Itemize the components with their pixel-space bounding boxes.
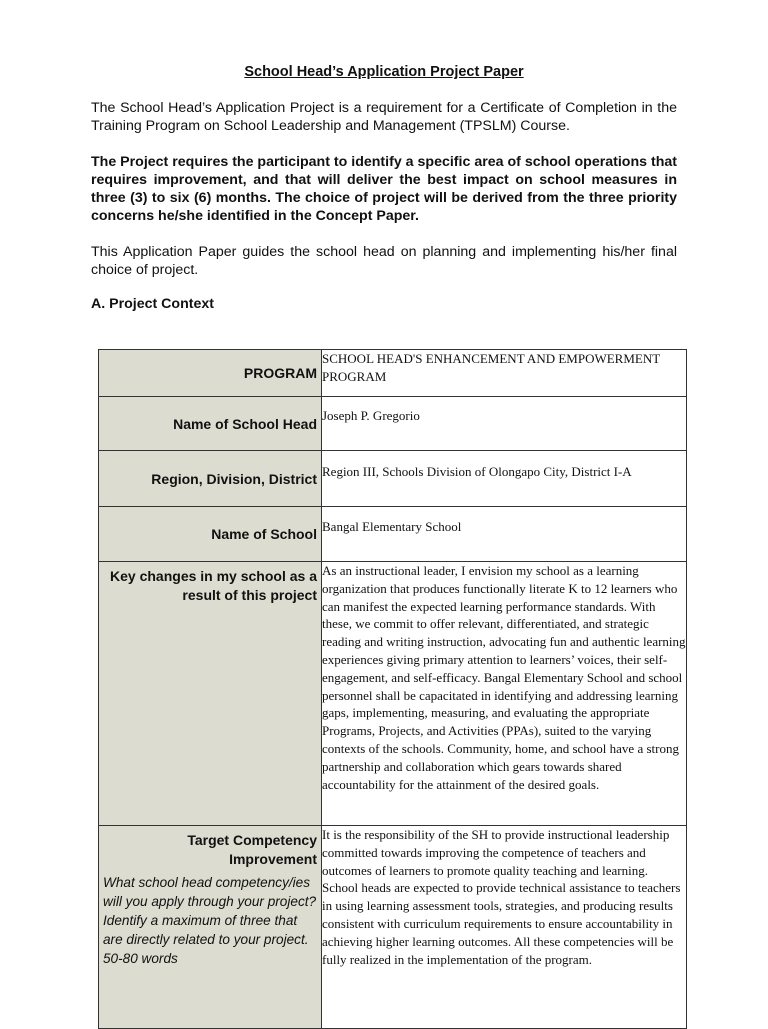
program-label: PROGRAM <box>243 365 317 381</box>
competency-label-cell <box>99 826 322 1029</box>
competency-value: It is the responsibility of the SH to provide instructional leadership committed towards improving the competence of teachers and outcomes of learners to promote quality teaching and learning. School heads are expected to provide technical assistance to teachers in using learning assessment tools, strategies, and producing results consistent with curriculum requirements to ensure accountability in achieving higher learning outcomes. All these competencies will be fully realized in the implementation of the program. <box>322 826 687 1029</box>
guide-paragraph: This Application Paper guides the school head on planning and implementing his/her final choice of project. <box>91 244 677 278</box>
table-row <box>99 350 687 397</box>
table-row <box>99 397 687 451</box>
requirement-paragraph: The Project requires the participant to identify a specific area of school operations that requires improvement, and that will deliver the best impact on school measures in three (3) to six (6) months. The choice of project will be derived from the three priority concerns he/she identified in the Concept Paper. <box>91 154 677 224</box>
region-label: Region, Division, District <box>151 470 317 487</box>
competency-hint: What school head competency/ies will you apply through your project? Identify a maximum of three that are directly related to your project. 50-80 words <box>103 875 317 966</box>
document-title: School Head’s Application Project Paper <box>244 64 524 80</box>
program-label-cell <box>99 350 322 397</box>
changes-label-cell <box>99 562 322 826</box>
school-label: Name of School <box>211 526 317 542</box>
region-value: Region III, Schools Division of Olongapo City, District I-A <box>322 451 687 507</box>
table-row <box>99 507 687 562</box>
region-label-cell <box>99 451 322 507</box>
section-heading: A. Project Context <box>91 296 214 312</box>
head-label: Name of School Head <box>173 415 317 432</box>
competency-label: Target Competency Improvement <box>187 832 317 867</box>
table-row <box>99 826 687 1029</box>
school-value: Bangal Elementary School <box>322 507 687 562</box>
head-value: Joseph P. Gregorio <box>322 397 687 451</box>
head-label-cell <box>99 397 322 451</box>
intro-paragraph: The School Head’s Application Project is a requirement for a Certificate of Completion in the Training Program on School Leadership and Management (TPSLM) Course. <box>91 100 677 134</box>
school-label-cell <box>99 507 322 562</box>
project-context-table <box>98 349 687 1029</box>
program-value: SCHOOL HEAD'S ENHANCEMENT AND EMPOWERMENT PROGRAM <box>322 350 687 397</box>
table-row <box>99 451 687 507</box>
changes-label: Key changes in my school as a result of this project <box>110 568 317 603</box>
table-row <box>99 562 687 826</box>
changes-value: As an instructional leader, I envision my school as a learning organization that produces functionally literate K to 12 learners who can manifest the expected learning performance standards. With these, we commit to offer relevant, differentiated, and strategic reading and writing instruction, advocating fun and authentic learning experiences giving primary attention to learners’ voices, their self-engagement, and self-efficacy. Bangal Elementary School and school personnel shall be capacitated in identifying and addressing learning gaps, implementing, measuring, and evaluating the appropriate Programs, Projects, and Activities (PPAs), suited to the varying contexts of the schools. Community, home, and school have a strong partnership and collaboration which gears towards shared accountability for the attainment of the desired goals. <box>322 562 687 826</box>
